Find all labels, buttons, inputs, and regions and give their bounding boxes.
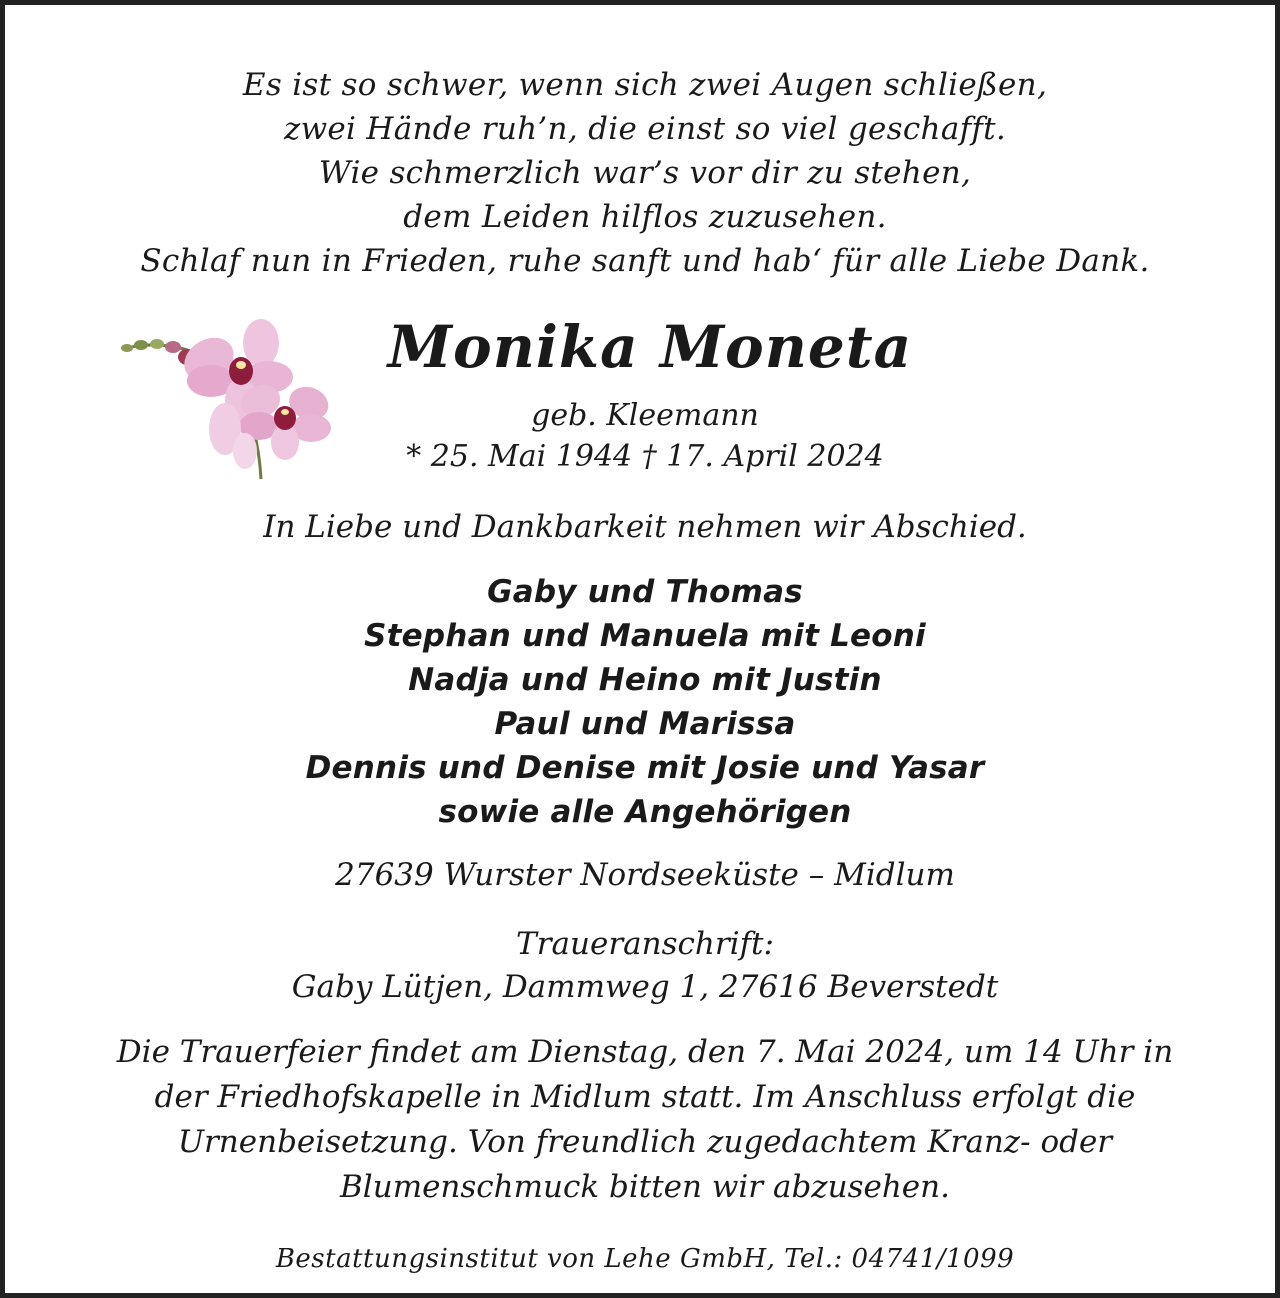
family-line: Dennis und Denise mit Josie und Yasar bbox=[305, 750, 985, 786]
poem-line: dem Leiden hilflos zuzusehen. bbox=[403, 199, 887, 235]
poem-line: Es ist so schwer, wenn sich zwei Augen schließen, bbox=[242, 67, 1048, 103]
ceremony-line: Die Trauerfeier findet am Dienstag, den 7. Mai 2024, um 14 Uhr in bbox=[116, 1034, 1174, 1070]
ceremony-info bbox=[10, 1030, 1280, 1210]
deceased-name-text: Monika Moneta bbox=[387, 313, 913, 381]
life-dates: * 25. Mai 1944 † 17. April 2024 bbox=[406, 439, 884, 474]
farewell-text: In Liebe und Dankbarkeit nehmen wir Abschied. bbox=[263, 509, 1027, 545]
family-line: Gaby und Thomas bbox=[487, 574, 803, 610]
ceremony-line: der Friedhofskapelle in Midlum statt. Im Anschluss erfolgt die bbox=[154, 1079, 1136, 1115]
family-line: sowie alle Angehörigen bbox=[438, 794, 852, 830]
poem-line: Schlaf nun in Frieden, ruhe sanft und hab‘ für alle Liebe Dank. bbox=[140, 243, 1150, 279]
orchid-image bbox=[113, 301, 343, 486]
undertaker-info: Bestattungsinstitut von Lehe GmbH, Tel.: 04741/1099 bbox=[275, 1244, 1015, 1274]
mourning-address bbox=[10, 923, 1280, 1009]
family-list bbox=[10, 570, 1280, 834]
place: 27639 Wurster Nordseeküste – Midlum bbox=[335, 857, 955, 893]
ceremony-line: Blumenschmuck bitten wir abzusehen. bbox=[340, 1169, 950, 1205]
family-line: Nadja und Heino mit Justin bbox=[408, 662, 882, 698]
maiden-name: geb. Kleemann bbox=[531, 398, 759, 433]
ceremony-line: Urnenbeisetzung. Von freundlich zugedachtem Kranz- oder bbox=[177, 1124, 1113, 1160]
address-value: Gaby Lütjen, Dammweg 1, 27616 Beverstedt bbox=[291, 969, 999, 1005]
deceased-details bbox=[385, 395, 905, 477]
poem-line: zwei Hände ruh’n, die einst so viel geschafft. bbox=[283, 111, 1007, 147]
family-line: Paul und Marissa bbox=[494, 706, 796, 742]
family-line: Stephan und Manuela mit Leoni bbox=[364, 618, 926, 654]
poem-line: Wie schmerzlich war’s vor dir zu stehen, bbox=[318, 155, 972, 191]
address-label: Traueranschrift: bbox=[516, 926, 774, 962]
poem bbox=[10, 63, 1280, 283]
